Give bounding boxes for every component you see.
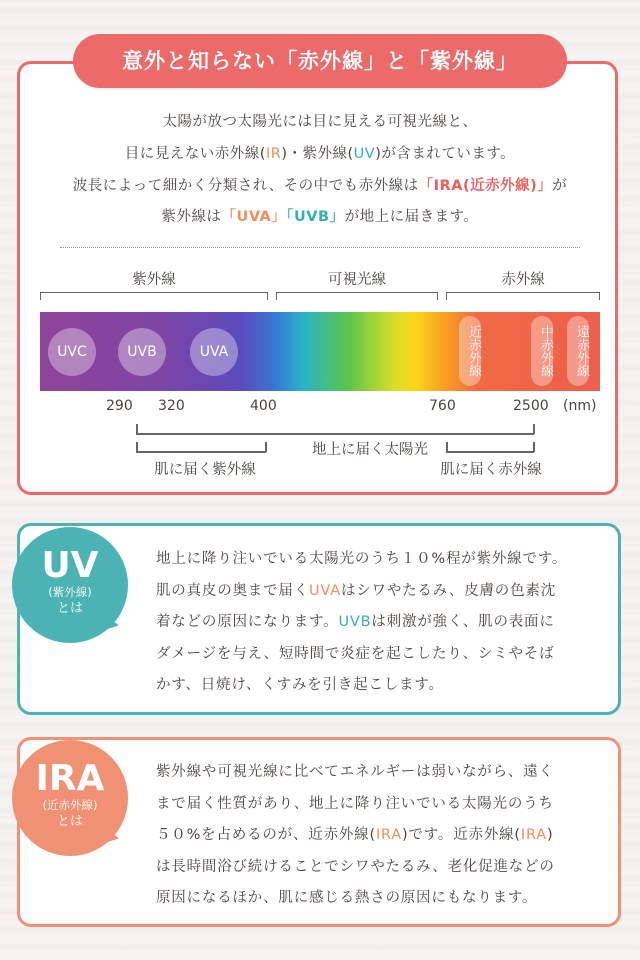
ira-line-1: 紫外線や可視光線に比べてエネルギーは弱いながら、遠く — [156, 764, 554, 780]
skin-uv-bracket-line — [136, 451, 266, 453]
uv-line-1: 地上に降り注いでいる太陽光のうち１０%程が紫外線です。 — [156, 551, 568, 567]
visible-bracket — [276, 292, 438, 300]
skin-uv-bracket-left — [136, 442, 138, 451]
divider — [60, 247, 580, 248]
skin-uv-label: 肌に届く紫外線 — [154, 462, 256, 478]
uv-badge-to: とは — [56, 601, 83, 616]
tick-290: 290 — [106, 398, 133, 414]
uv-line-3: 着などの原因になります。UVBは刺激が強く、肌の表面に — [156, 614, 555, 630]
near-ir-label: 近赤外線 — [459, 316, 481, 386]
uva-circle: UVA — [190, 328, 238, 376]
ira-description — [156, 757, 606, 915]
skin-ir-label: 肌に届く赤外線 — [440, 462, 542, 478]
ira-line-5: 原因になるほか、肌に感じる熱さの原因にもなります。 — [156, 890, 538, 906]
ira-badge-title: IRA — [35, 758, 105, 799]
visible-group-label: 可視光線 — [328, 272, 386, 288]
uv-bracket — [40, 292, 268, 300]
tick-2500: 2500 — [513, 398, 549, 414]
intro-line-4: 紫外線は「UVA」「UVB」が地上に届きます。 — [161, 209, 479, 225]
tick-unit: (nm) — [563, 398, 597, 414]
uvc-circle: UVC — [48, 328, 96, 376]
intro-line-1: 太陽が放つ太陽光には目に見える可視光線と、 — [162, 114, 478, 130]
far-ir-label: 遠赤外線 — [567, 316, 589, 386]
uv-badge-sub: (紫外線) — [48, 585, 92, 599]
tick-760: 760 — [429, 398, 456, 414]
skin-ir-bracket-right — [533, 442, 535, 452]
uv-line-2: 肌の真皮の奥まで届くUVAはシワやたるみ、皮膚の色素沈 — [156, 582, 557, 599]
ira-line-2: まで届く性質があり、地上に降り注いでいる太陽光のうち — [156, 795, 554, 812]
uv-group-label: 紫外線 — [132, 272, 176, 288]
intro-line-3: 波長によって細かく分類され、その中でも赤外線は「IRA(近赤外線)」が — [72, 178, 568, 194]
mid-ir-label: 中赤外線 — [531, 316, 553, 386]
tick-400: 400 — [250, 398, 277, 414]
uv-line-4: ダメージを与え、短時間で炎症を起こしたり、シミやそば — [156, 645, 555, 662]
ir-bracket — [446, 292, 600, 300]
skin-ir-bracket-line — [446, 451, 534, 453]
ground-label: 地上に届く太陽光 — [290, 438, 450, 459]
ira-line-4: は長時間浴び続けることでシワやたるみ、老化促進などの — [156, 858, 555, 875]
uv-line-5: かす、日焼け、くすみを引き起こします。 — [156, 677, 444, 693]
uv-badge-title: UV — [41, 545, 99, 586]
page-title: 意外と知らない「赤外線」と「紫外線」 — [73, 34, 567, 88]
ira-badge-sub: (近赤外線) — [42, 798, 98, 812]
skin-uv-bracket-right — [265, 442, 267, 452]
ira-badge-to: とは — [56, 814, 83, 829]
ground-bracket-line — [136, 433, 534, 435]
tick-320: 320 — [158, 398, 185, 414]
uv-description — [156, 544, 606, 702]
ir-group-label: 赤外線 — [501, 272, 545, 288]
intro-line-2: 目に見えない赤外線(IR)・紫外線(UV)が含まれています。 — [124, 146, 516, 162]
ira-line-3: ５０%を占めるのが、近赤外線(IRA)です。近赤外線(IRA) — [156, 827, 554, 843]
uvb-circle: UVB — [118, 328, 166, 376]
